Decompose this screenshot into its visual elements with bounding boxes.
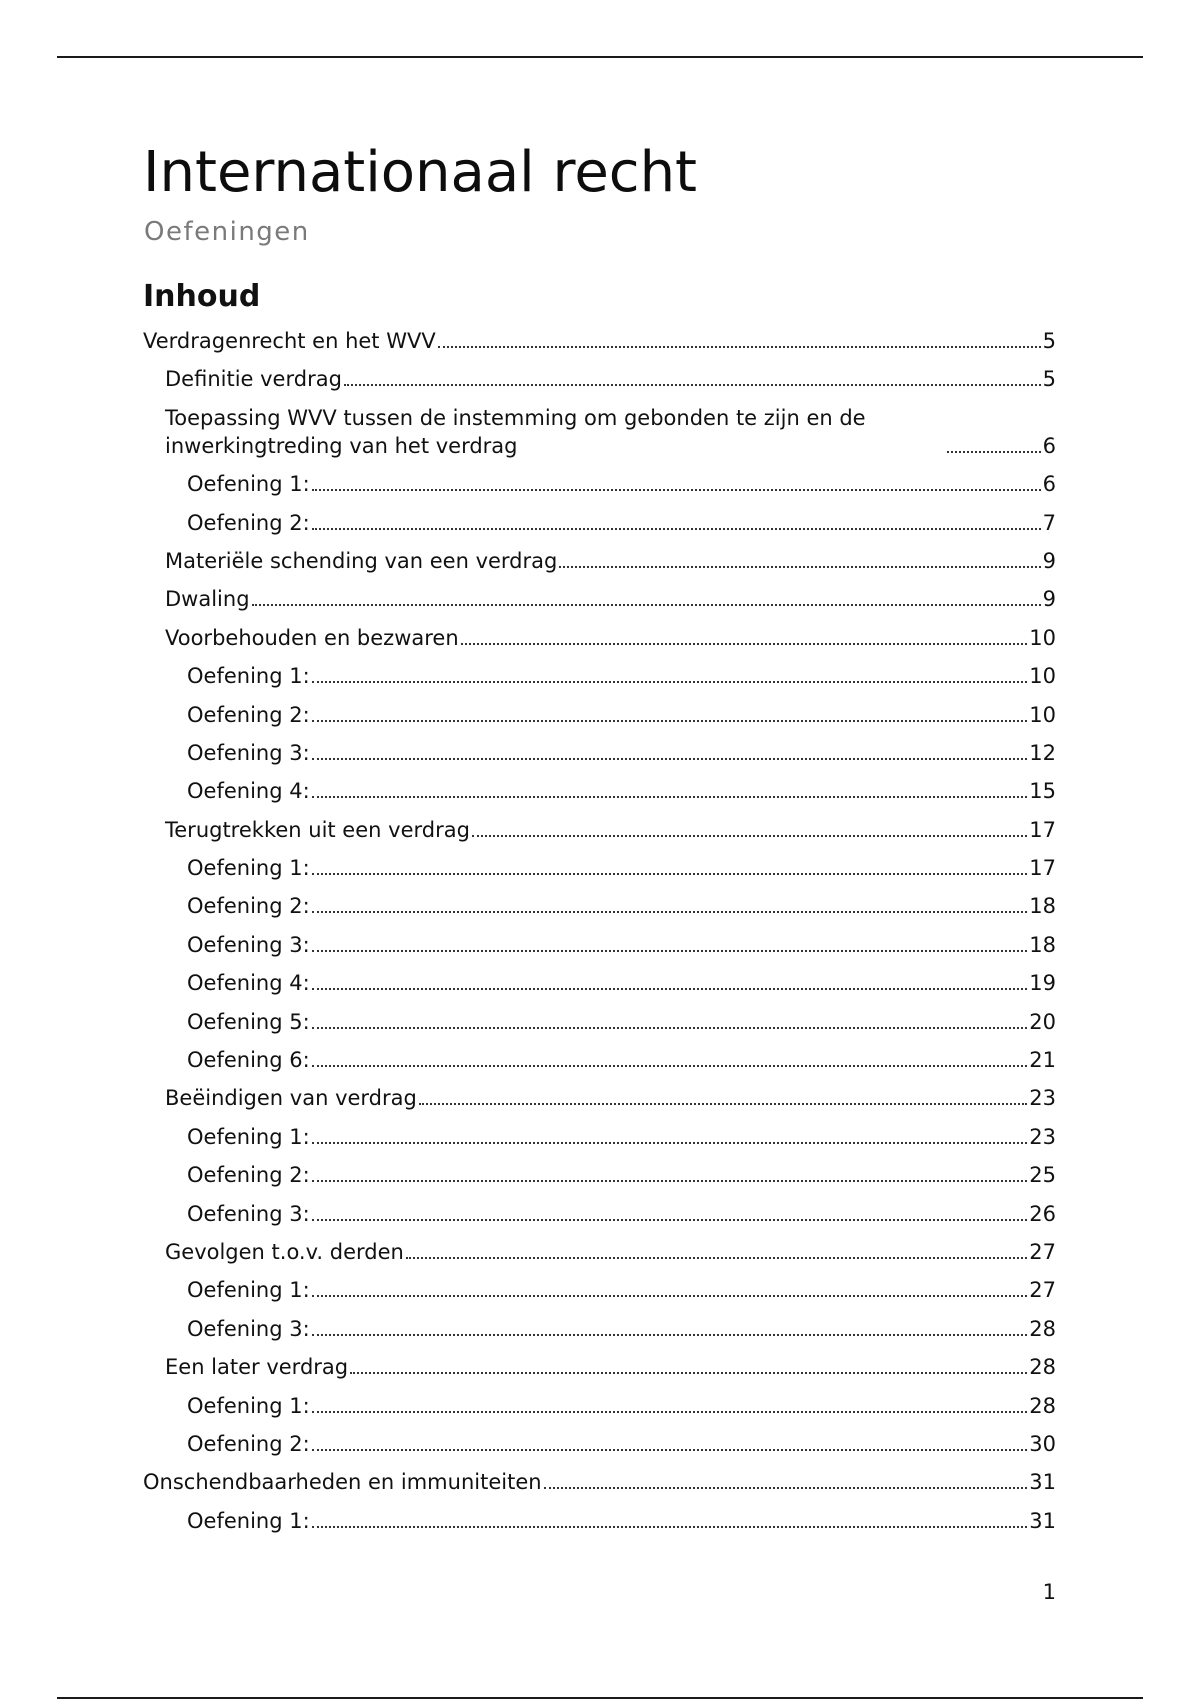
toc-entry[interactable] — [143, 1430, 1056, 1458]
toc-entry[interactable] — [143, 1084, 1056, 1112]
toc-entry-label: Oefening 2: — [187, 1431, 310, 1456]
toc-entry[interactable] — [143, 1392, 1056, 1420]
toc-dot-leader — [312, 988, 1028, 990]
toc-entry-page: 31 — [1029, 1508, 1056, 1533]
toc-entry[interactable] — [143, 470, 1056, 498]
toc-entry-page: 23 — [1029, 1086, 1056, 1111]
toc-entry[interactable] — [143, 1200, 1056, 1228]
toc-dot-leader — [312, 1219, 1028, 1221]
toc-entry[interactable] — [143, 1238, 1056, 1266]
toc-entry[interactable] — [143, 969, 1056, 997]
toc-dot-leader — [312, 1411, 1028, 1413]
toc-dot-leader — [559, 566, 1040, 568]
toc-dot-leader — [350, 1372, 1027, 1374]
toc-dot-leader — [312, 1449, 1028, 1451]
toc-entry[interactable] — [143, 816, 1056, 844]
toc-entry-label: Oefening 3: — [187, 740, 310, 765]
toc-entry[interactable] — [143, 662, 1056, 690]
toc-entry-page: 10 — [1029, 625, 1056, 650]
toc-entry-label: Definitie verdrag — [165, 367, 342, 392]
toc-dot-leader — [312, 950, 1028, 952]
toc-entry-page: 28 — [1029, 1316, 1056, 1341]
toc-entry-page: 19 — [1029, 971, 1056, 996]
toc-entry[interactable] — [143, 777, 1056, 805]
toc-entry-label: Oefening 3: — [187, 1201, 310, 1226]
toc-entry-label: Beëindigen van verdrag — [165, 1086, 417, 1111]
toc-entry[interactable] — [143, 1468, 1056, 1496]
toc-entry-page: 17 — [1029, 817, 1056, 842]
toc-entry-page: 10 — [1029, 702, 1056, 727]
document-title: Internationaal recht — [143, 140, 698, 205]
toc-dot-leader — [344, 384, 1041, 386]
toc-dot-leader — [312, 720, 1028, 722]
toc-entry-label: Materiële schending van een verdrag — [165, 548, 558, 573]
toc-dot-leader — [312, 796, 1028, 798]
toc-entry[interactable] — [143, 1276, 1056, 1304]
toc-entry-label: Oefening 1: — [187, 664, 310, 689]
toc-entry[interactable] — [143, 892, 1056, 920]
toc-entry-page: 27 — [1029, 1278, 1056, 1303]
toc-entry-label: Oefening 6: — [187, 1048, 310, 1073]
toc-entry-label: Oefening 2: — [187, 894, 310, 919]
toc-dot-leader — [406, 1257, 1027, 1259]
toc-entry-page: 9 — [1042, 548, 1056, 573]
table-of-contents — [143, 327, 1056, 1545]
toc-entry-label: Gevolgen t.o.v. derden — [165, 1239, 404, 1264]
toc-entry-label: Oefening 3: — [187, 932, 310, 957]
toc-dot-leader — [312, 1180, 1028, 1182]
toc-entry[interactable] — [143, 585, 1056, 613]
toc-entry[interactable] — [143, 1161, 1056, 1189]
toc-entry[interactable] — [143, 701, 1056, 729]
page-number: 1 — [1042, 1580, 1056, 1604]
toc-entry-page: 28 — [1029, 1393, 1056, 1418]
toc-dot-leader — [312, 1526, 1028, 1528]
toc-entry-label: Oefening 3: — [187, 1316, 310, 1341]
toc-entry-page: 20 — [1029, 1009, 1056, 1034]
toc-entry-label: Oefening 1: — [187, 472, 310, 497]
toc-entry[interactable] — [143, 1046, 1056, 1074]
toc-entry[interactable] — [143, 854, 1056, 882]
toc-dot-leader — [312, 681, 1028, 683]
toc-entry-page: 5 — [1042, 329, 1056, 353]
toc-dot-leader — [252, 604, 1041, 606]
toc-entry-page: 10 — [1029, 664, 1056, 689]
toc-dot-leader — [312, 1334, 1028, 1336]
toc-dot-leader — [312, 1142, 1028, 1144]
toc-entry[interactable] — [143, 509, 1056, 537]
toc-entry[interactable] — [143, 404, 1056, 460]
toc-dot-leader — [312, 1027, 1028, 1029]
toc-entry-page: 21 — [1029, 1048, 1056, 1073]
toc-entry[interactable] — [143, 739, 1056, 767]
toc-entry-page: 28 — [1029, 1355, 1056, 1380]
toc-entry[interactable] — [143, 931, 1056, 959]
toc-entry[interactable] — [143, 327, 1056, 355]
toc-dot-leader — [419, 1103, 1027, 1105]
toc-dot-leader — [312, 1295, 1028, 1297]
toc-entry-label: Oefening 5: — [187, 1009, 310, 1034]
toc-entry[interactable] — [143, 1507, 1056, 1535]
toc-entry[interactable] — [143, 1353, 1056, 1381]
toc-entry[interactable] — [143, 1315, 1056, 1343]
toc-dot-leader — [312, 873, 1028, 875]
toc-dot-leader — [312, 911, 1028, 913]
toc-entry-page: 7 — [1042, 510, 1056, 535]
toc-entry-page: 18 — [1029, 932, 1056, 957]
toc-entry-label: Toepassing WVV tussen de instemming om gebonden te zijn en de inwerkingtreding van het verdrag — [165, 405, 866, 458]
footer-rule — [57, 1697, 1143, 1699]
toc-entry-page: 18 — [1029, 894, 1056, 919]
toc-dot-leader — [472, 835, 1027, 837]
toc-entry-page: 30 — [1029, 1431, 1056, 1456]
toc-entry-label: Onschendbaarheden en immuniteiten — [143, 1470, 542, 1495]
toc-dot-leader — [544, 1487, 1028, 1489]
document-subtitle: Oefeningen — [144, 217, 310, 247]
toc-entry-page: 17 — [1029, 856, 1056, 881]
toc-entry-label: Oefening 1: — [187, 1278, 310, 1303]
toc-entry-label: Oefening 4: — [187, 779, 310, 804]
toc-entry-page: 6 — [1042, 433, 1056, 458]
toc-entry-page: 26 — [1029, 1201, 1056, 1226]
toc-dot-leader — [438, 346, 1041, 348]
toc-entry-label: Oefening 4: — [187, 971, 310, 996]
toc-entry-label: Terugtrekken uit een verdrag — [165, 817, 470, 842]
toc-entry-label: Oefening 1: — [187, 856, 310, 881]
toc-entry-label: Oefening 2: — [187, 702, 310, 727]
toc-entry[interactable] — [143, 1008, 1056, 1036]
toc-entry-label: Oefening 1: — [187, 1508, 310, 1533]
header-rule — [57, 56, 1143, 58]
toc-entry-page: 6 — [1042, 472, 1056, 497]
toc-entry-page: 9 — [1042, 587, 1056, 612]
toc-entry-page: 27 — [1029, 1239, 1056, 1264]
toc-entry-page: 31 — [1029, 1470, 1056, 1495]
toc-entry-page: 5 — [1042, 367, 1056, 392]
toc-dot-leader — [312, 1065, 1028, 1067]
toc-entry-label: Oefening 2: — [187, 510, 310, 535]
toc-entry-label: Oefening 2: — [187, 1163, 310, 1188]
toc-dot-leader — [312, 528, 1041, 530]
toc-dot-leader — [312, 489, 1041, 491]
toc-dot-leader — [312, 758, 1028, 760]
toc-dot-leader — [947, 451, 1041, 453]
toc-entry-label: Oefening 1: — [187, 1393, 310, 1418]
toc-heading: Inhoud — [143, 279, 261, 314]
toc-entry-label: Verdragenrecht en het WVV — [143, 329, 436, 353]
toc-dot-leader — [461, 643, 1028, 645]
toc-entry[interactable] — [143, 365, 1056, 393]
toc-entry-page: 15 — [1029, 779, 1056, 804]
toc-entry-label: Dwaling — [165, 587, 250, 612]
toc-entry-page: 23 — [1029, 1124, 1056, 1149]
toc-entry-page: 25 — [1029, 1163, 1056, 1188]
toc-entry-page: 12 — [1029, 740, 1056, 765]
toc-entry-label: Voorbehouden en bezwaren — [165, 625, 459, 650]
toc-entry[interactable] — [143, 1123, 1056, 1151]
toc-entry-label: Oefening 1: — [187, 1124, 310, 1149]
toc-entry-label: Een later verdrag — [165, 1355, 349, 1380]
toc-entry[interactable] — [143, 547, 1056, 575]
toc-entry[interactable] — [143, 624, 1056, 652]
